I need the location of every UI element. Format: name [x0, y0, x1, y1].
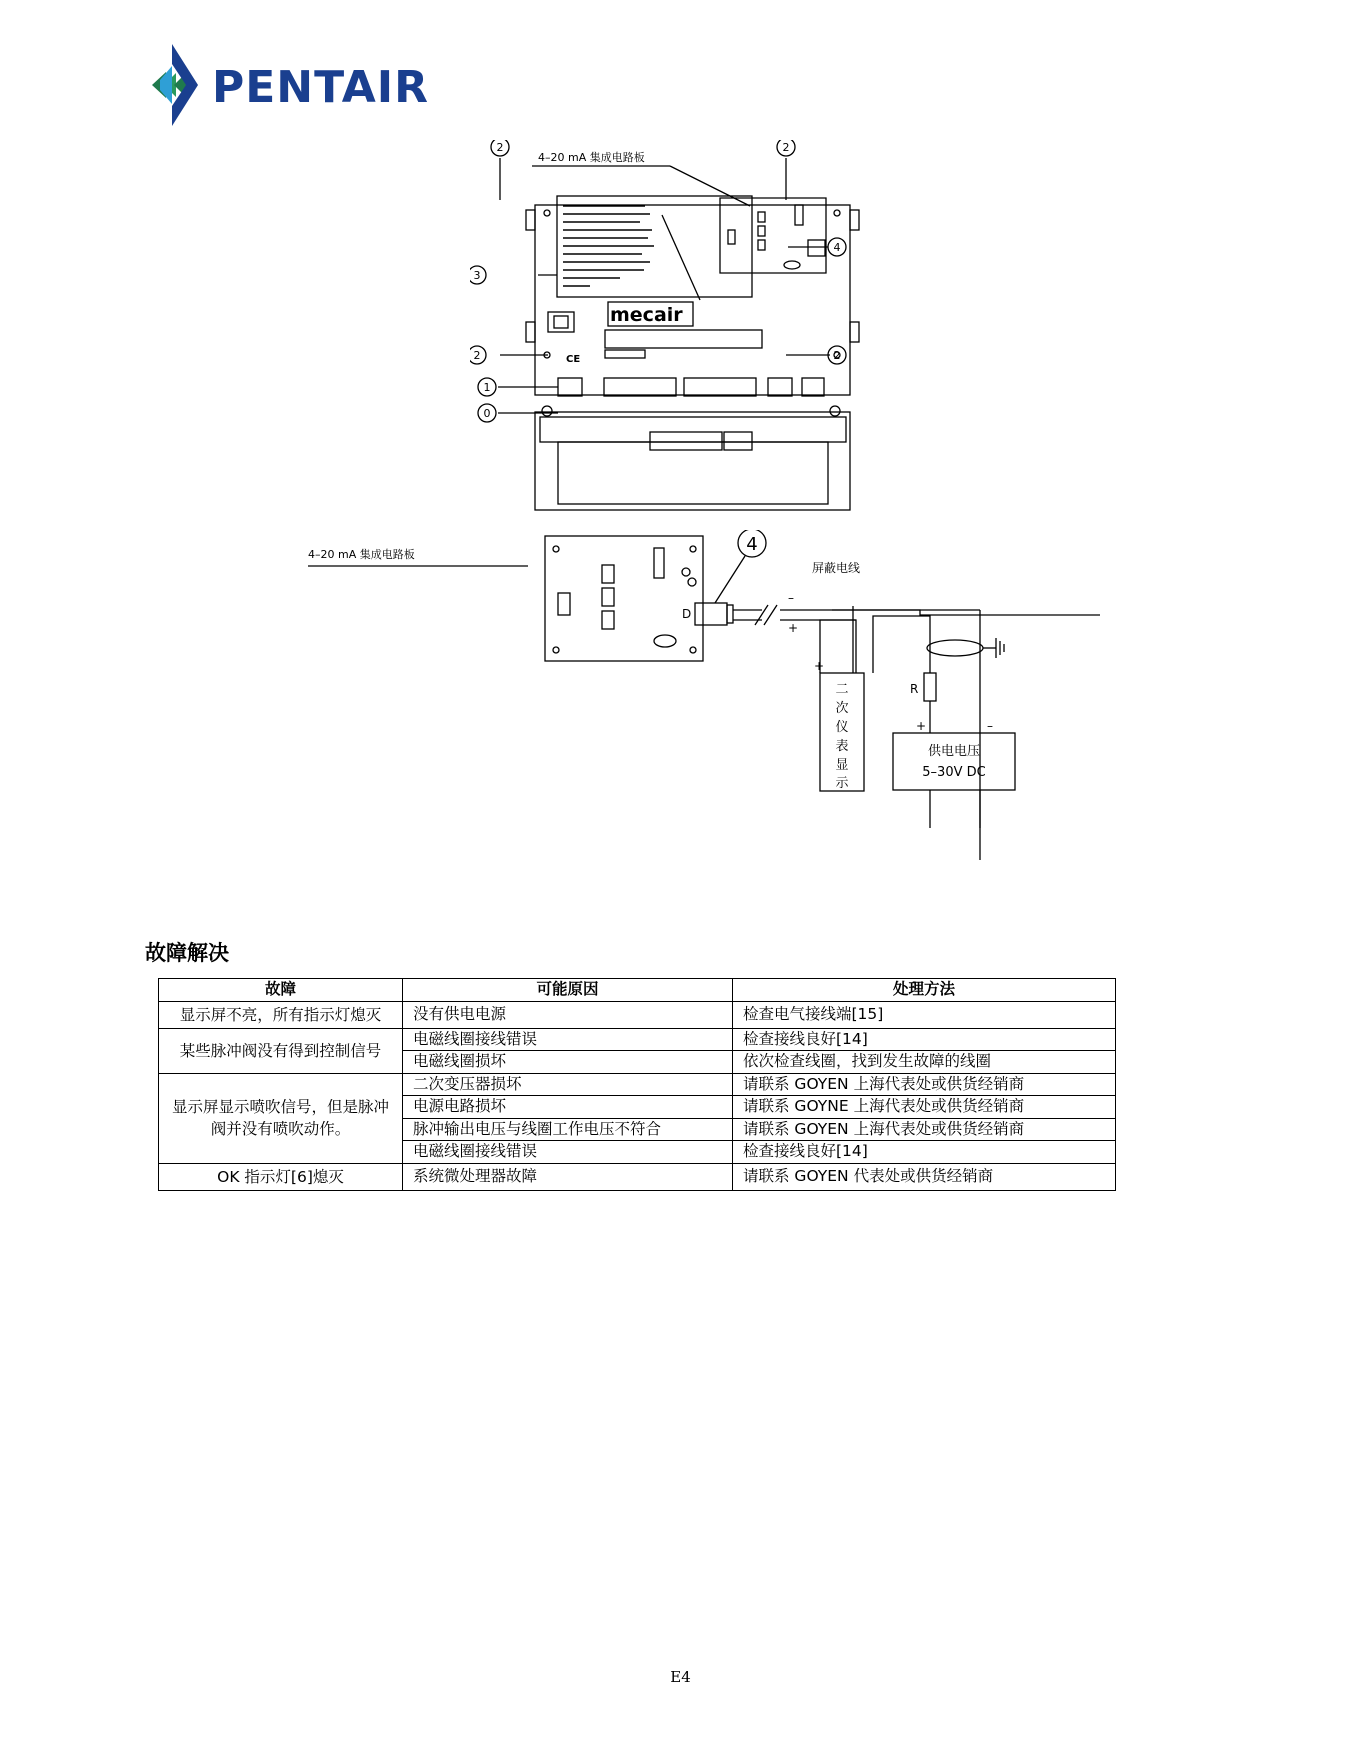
callout-number: 1 [483, 381, 491, 394]
column-header: 处理方法 [733, 979, 1116, 1002]
callout-number: 2 [473, 349, 481, 362]
svg-text:次: 次 [835, 701, 849, 716]
table-row [159, 1028, 1116, 1051]
callout-number: 2 [496, 141, 504, 154]
svg-text:示: 示 [835, 776, 849, 791]
troubleshooting-table [158, 978, 1116, 1191]
supply-voltage: 5–30V DC [922, 765, 986, 780]
table-row [159, 1001, 1116, 1028]
column-header: 可能原因 [403, 979, 733, 1002]
pentair-diamond-icon [152, 44, 198, 126]
solution-cell: 依次检查线圈，找到发生故障的线圈 [733, 1051, 1116, 1074]
circuit-board-label: 4–20 mA 集成电路板 [308, 548, 415, 561]
callout-number: 2 [782, 141, 790, 154]
column-header: 故障 [159, 979, 403, 1002]
solution-cell: 检查接线良好[14] [733, 1141, 1116, 1164]
brand-name: PENTAIR [212, 62, 430, 113]
solution-cell: 请联系 GOYEN 上海代表处或供货经销商 [733, 1073, 1116, 1096]
cause-cell: 电磁线圈损坏 [403, 1051, 733, 1074]
solution-cell: 请联系 GOYNE 上海代表处或供货经销商 [733, 1096, 1116, 1119]
callout-number: 4 [833, 241, 841, 254]
callout-number: 2 [833, 349, 841, 362]
minus-sign: – [987, 719, 993, 733]
svg-text:二: 二 [835, 682, 849, 697]
solution-cell: 请联系 GOYEN 代表处或供货经销商 [733, 1163, 1116, 1190]
cause-cell: 电源电路损坏 [403, 1096, 733, 1119]
board-d-label: D [682, 607, 692, 621]
svg-text:显: 显 [835, 758, 849, 773]
callout-number: 0 [483, 407, 491, 420]
solution-cell: 检查接线良好[14] [733, 1028, 1116, 1051]
fault-cell: OK 指示灯[6]熄灭 [159, 1163, 403, 1190]
instrument-display-label [835, 682, 849, 791]
solution-cell: 请联系 GOYEN 上海代表处或供货经销商 [733, 1118, 1116, 1141]
table-header-row [159, 979, 1116, 1002]
mecair-logo: mecair [610, 304, 683, 326]
plus-sign: + [814, 659, 825, 673]
wiring-diagram [290, 530, 1100, 905]
pentair-logo [150, 44, 470, 126]
controller-enclosure-diagram [470, 140, 940, 520]
fault-cell: 显示屏不亮，所有指示灯熄灭 [159, 1001, 403, 1028]
callout-number: 3 [473, 269, 481, 282]
fault-cell: 显示屏显示喷吹信号，但是脉冲阀并没有喷吹动作。 [159, 1073, 403, 1163]
cause-cell: 电磁线圈接线错误 [403, 1141, 733, 1164]
solution-cell: 检查电气接线端[15] [733, 1001, 1116, 1028]
minus-sign: – [788, 591, 794, 605]
table-row [159, 1073, 1116, 1096]
cause-cell: 二次变压器损坏 [403, 1073, 733, 1096]
ce-mark: CE [566, 354, 581, 365]
cause-cell: 电磁线圈接线错误 [403, 1028, 733, 1051]
table-row [159, 1163, 1116, 1190]
plus-sign: + [916, 719, 927, 733]
svg-text:仪: 仪 [835, 720, 849, 735]
cause-cell: 脉冲输出电压与线圈工作电压不符合 [403, 1118, 733, 1141]
cause-cell: 系统微处理器故障 [403, 1163, 733, 1190]
section-title: 故障解决 [145, 941, 229, 965]
shield-wire-label: 屏蔽电线 [812, 561, 861, 575]
resistor-label: R [910, 682, 919, 696]
svg-text:表: 表 [835, 739, 849, 754]
plus-sign: + [788, 621, 799, 635]
cause-cell: 没有供电电源 [403, 1001, 733, 1028]
supply-label: 供电电压 [927, 744, 981, 759]
fault-cell: 某些脉冲阀没有得到控制信号 [159, 1028, 403, 1073]
page-number: E4 [670, 1668, 691, 1686]
circuit-board-label: 4–20 mA 集成电路板 [538, 151, 645, 164]
callout-number: 4 [746, 534, 758, 555]
